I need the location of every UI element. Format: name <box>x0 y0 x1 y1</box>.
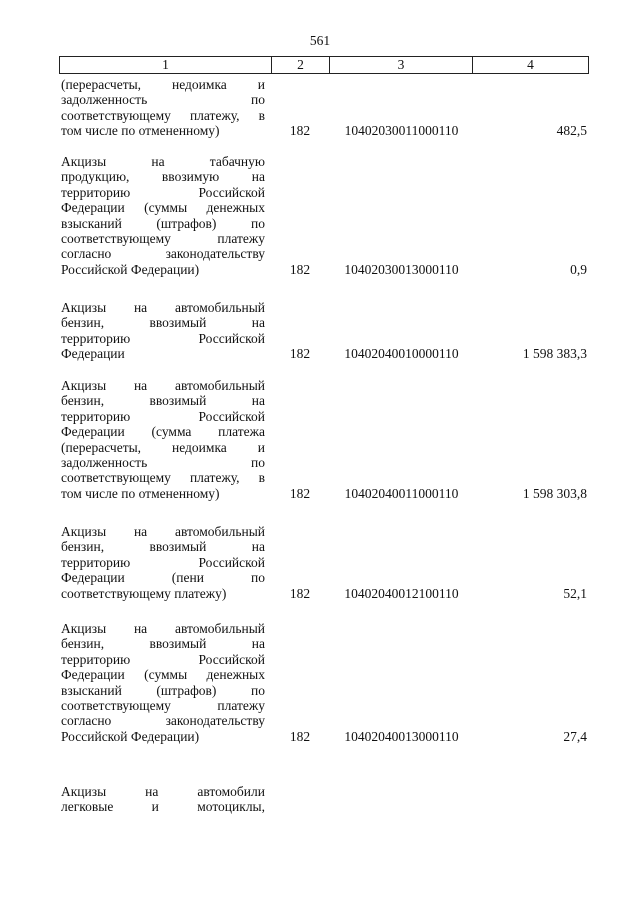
description-line: согласно законодательству <box>61 713 265 729</box>
row-description <box>61 154 265 277</box>
admin-code: 182 <box>289 485 311 501</box>
description-line: Акцизы на автомобильный <box>61 621 265 636</box>
description-line: продукцию, ввозимую на <box>61 169 265 185</box>
description-line: Акцизы на автомобили <box>61 784 265 799</box>
description-line: Акцизы на автомобильный <box>61 524 265 539</box>
budget-code: 10402040012100110 <box>344 585 459 601</box>
description-line: соответствующему платежу, в <box>61 470 265 486</box>
row-description <box>61 300 265 362</box>
header-col-3: 3 <box>330 57 473 73</box>
description-line: Федерации (пени по <box>61 570 265 586</box>
budget-code: 10402030013000110 <box>344 261 459 277</box>
row-description <box>61 378 265 501</box>
description-line: территорию Российской <box>61 554 265 570</box>
description-line: бензин, ввозимый на <box>61 539 265 555</box>
description-line: соответствующему платежу) <box>61 585 227 601</box>
amount: 1 598 383,3 <box>522 346 587 362</box>
amount: 1 598 303,8 <box>522 485 587 501</box>
admin-code: 182 <box>289 261 311 277</box>
description-line: соответствующему платежу <box>61 231 265 247</box>
row-description <box>61 621 265 744</box>
admin-code: 182 <box>289 346 311 362</box>
description-line: том числе по отмененному) <box>61 485 220 501</box>
budget-code: 10402040010000110 <box>344 346 459 362</box>
description-line: Акцизы на табачную <box>61 154 265 169</box>
header-col-4: 4 <box>527 57 534 72</box>
amount: 27,4 <box>563 728 587 744</box>
description-line: соответствующему платежу, в <box>61 107 265 123</box>
amount: 0,9 <box>570 261 587 277</box>
table-header <box>59 56 589 74</box>
description-line: бензин, ввозимый на <box>61 393 265 409</box>
amount: 482,5 <box>556 123 587 139</box>
description-line: соответствующему платежу <box>61 698 265 714</box>
admin-code: 182 <box>289 123 311 139</box>
description-line: бензин, ввозимый на <box>61 636 265 652</box>
description-line: (перерасчеты, недоимка и <box>61 77 265 92</box>
table-row <box>59 524 589 601</box>
table-row <box>59 300 589 362</box>
description-line: территорию Российской <box>61 408 265 424</box>
description-line: Федерации (сумма платежа <box>61 424 265 440</box>
description-line: бензин, ввозимый на <box>61 315 265 331</box>
table-row <box>59 784 589 815</box>
table-row <box>59 154 589 277</box>
description-line: задолженность по <box>61 455 265 471</box>
description-line: территорию Российской <box>61 651 265 667</box>
description-line: территорию Российской <box>61 330 265 346</box>
header-col-2: 2 <box>272 57 330 73</box>
description-line: территорию Российской <box>61 184 265 200</box>
admin-code: 182 <box>289 728 311 744</box>
description-line: Федерации <box>61 346 125 362</box>
description-line: Российской Федерации) <box>61 728 200 744</box>
description-line: (перерасчеты, недоимка и <box>61 439 265 455</box>
row-description <box>61 784 265 815</box>
budget-code: 10402040011000110 <box>344 485 459 501</box>
budget-code: 10402040013000110 <box>344 728 459 744</box>
description-line: Федерации (суммы денежных <box>61 200 265 216</box>
description-line: легковые и мотоциклы, <box>61 799 265 815</box>
amount: 52,1 <box>563 585 587 601</box>
admin-code: 182 <box>289 585 311 601</box>
table-row <box>59 378 589 501</box>
description-line: согласно законодательству <box>61 246 265 262</box>
row-description <box>61 77 265 139</box>
description-line: Акцизы на автомобильный <box>61 300 265 315</box>
table-row <box>59 77 589 139</box>
description-line: Федерации (суммы денежных <box>61 667 265 683</box>
description-line: задолженность по <box>61 92 265 108</box>
description-line: Акцизы на автомобильный <box>61 378 265 393</box>
row-description <box>61 524 265 601</box>
table-row <box>59 621 589 744</box>
description-line: взысканий (штрафов) по <box>61 215 265 231</box>
description-line: том числе по отмененному) <box>61 123 220 139</box>
budget-code: 10402030011000110 <box>344 123 459 139</box>
page-number: 561 <box>309 33 331 48</box>
header-col-1: 1 <box>60 57 272 73</box>
description-line: Российской Федерации) <box>61 261 200 277</box>
description-line: взысканий (штрафов) по <box>61 682 265 698</box>
